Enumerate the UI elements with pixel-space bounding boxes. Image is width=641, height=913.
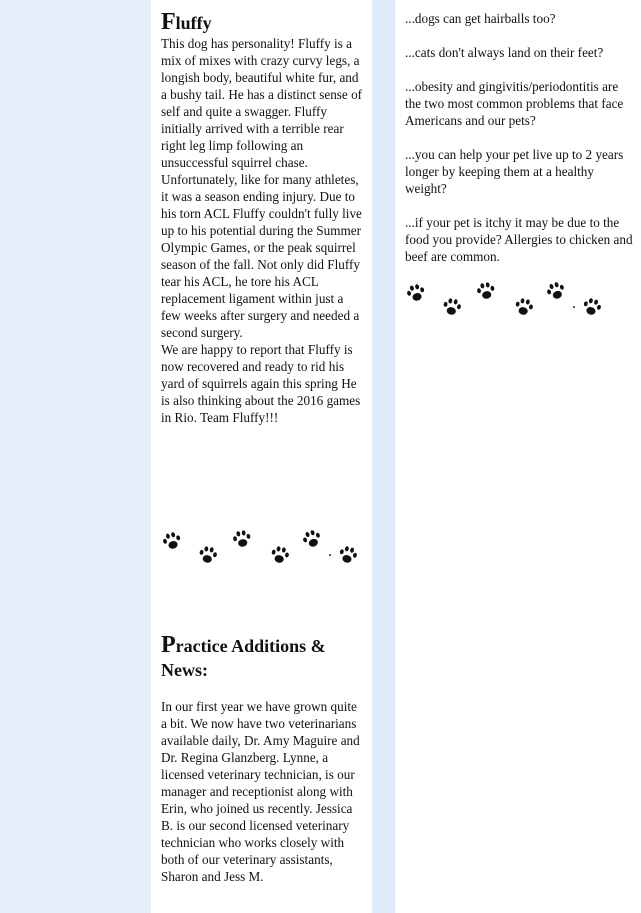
fact-item: ...obesity and gingivitis/periodontitis are the two most common problems that face Americans and our pets? (405, 79, 624, 128)
fluffy-article (161, 10, 365, 426)
practice-title-line2: News: (161, 660, 208, 680)
paw-trail-right (403, 278, 609, 324)
fact-item: ...if your pet is itchy it may be due to the food you provide? Allergies to chicken and beef are common. (405, 215, 633, 264)
paw-print-icon (298, 525, 326, 553)
fact-item: ...you can help your pet live up to 2 years longer by keeping them at a healthy weight? (405, 147, 624, 196)
practice-title (161, 633, 365, 682)
did-you-know-column (405, 10, 633, 282)
paw-print-icon (511, 294, 537, 320)
paw-print-icon (473, 278, 498, 303)
paw-print-icon (267, 542, 293, 568)
paw-print-icon (335, 542, 362, 569)
dot-mark (329, 554, 331, 556)
column-gutter-band (372, 0, 395, 913)
paw-print-icon (195, 542, 220, 567)
fluffy-title (161, 10, 365, 35)
paw-print-icon (229, 526, 254, 551)
fact-item: ...cats don't always land on their feet? (405, 45, 604, 60)
paw-print-icon (579, 294, 606, 321)
fluffy-paragraph-2: We are happy to report that Fluffy is now recovered and ready to rid his yard of squirrels again this spring He is also thinking about the 2016 games in Rio. Team Fluffy!!! (161, 342, 361, 425)
paw-print-icon (159, 528, 186, 555)
left-margin-band (0, 0, 151, 913)
paw-print-icon (542, 277, 570, 305)
practice-news-article (161, 633, 365, 885)
fluffy-title-initial: F (161, 9, 176, 35)
fact-item: ...dogs can get hairballs too? (405, 11, 556, 26)
paw-trail-left (159, 526, 365, 572)
practice-title-initial: P (161, 632, 176, 658)
fluffy-paragraph-1: This dog has personality! Fluffy is a mix of mixes with crazy curvy legs, a longish body, beautiful white fur, and a bushy tail. He has a distinct sense of self and quite a swagger. Fluffy initially arrived with a terrible rear right leg limp following an unsuccessful squirrel chase. Unfortunately, like for many athletes, it was a season ending injury. Due to his torn ACL Fluffy couldn't fully live up to his potential during the Summer Olympic Games, or the peak squirrel season of the fall. Not only did Fluffy tear his ACL, he tore his ACL replacement ligament within just a few weeks after surgery and needed a second surgery. (161, 36, 363, 340)
practice-body: In our first year we have grown quite a bit. We now have two veterinarians available daily, Dr. Amy Maguire and Dr. Regina Glanzberg. Lynne, a licensed veterinary technician, is our manager and receptionist along with Erin, who joined us recently. Jessica B. is our second licensed veterinary technician who works closely with both of our veterinary assistants, Sharon and Jess M. (161, 699, 360, 884)
practice-title-rest: ractice Additions & (175, 636, 326, 656)
dot-mark (573, 306, 575, 308)
paw-print-icon (403, 280, 430, 307)
paw-print-icon (439, 294, 464, 319)
fluffy-title-rest: luffy (175, 13, 212, 33)
